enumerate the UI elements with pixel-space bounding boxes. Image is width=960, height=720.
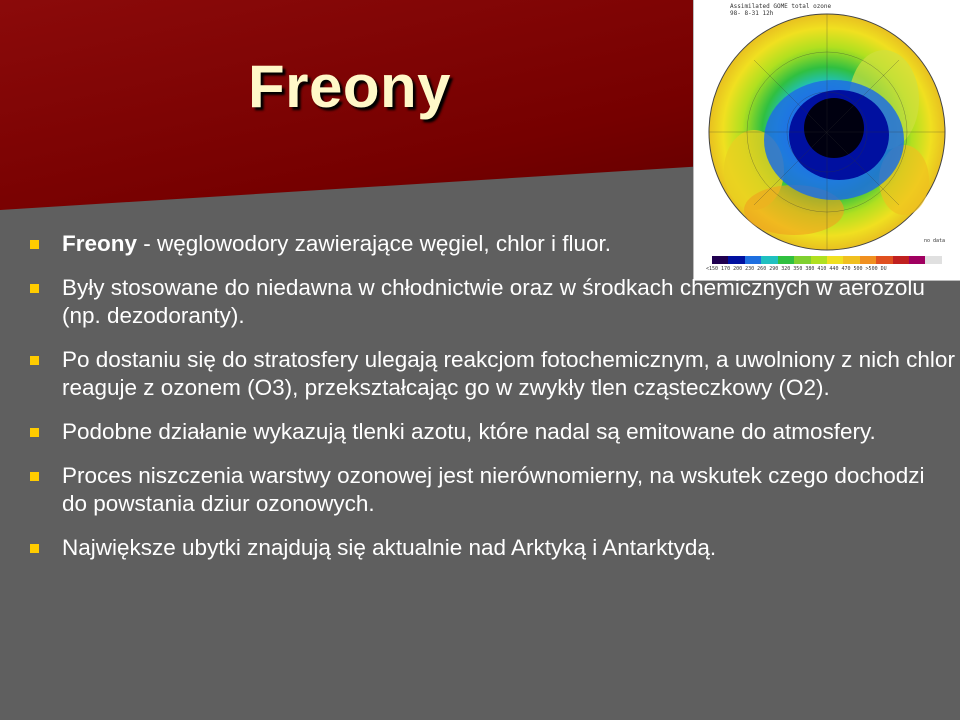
square-bullet-icon (30, 240, 39, 249)
square-bullet-icon (30, 356, 39, 365)
bullet-item (30, 462, 955, 518)
bullet-item (30, 230, 672, 258)
bullet-item (30, 346, 955, 402)
square-bullet-icon (30, 428, 39, 437)
bullet-text: Proces niszczenia warstwy ozonowej jest nierównomierny, na wskutek czego dochodzi do powstania dziur ozonowych. (62, 463, 925, 516)
bullet-text: Były stosowane do niedawna w chłodnictwie oraz w środkach chemicznych w aerozolu (np. dezodoranty). (62, 275, 925, 328)
map-caption: Assimilated GOME total ozone 98- 8-31 12h (730, 3, 832, 17)
bullet-item (30, 418, 955, 446)
ozone-globe-icon (694, 0, 960, 256)
slide-title: Freony (248, 53, 452, 120)
bullet-list (30, 230, 955, 578)
square-bullet-icon (30, 284, 39, 293)
square-bullet-icon (30, 544, 39, 553)
square-bullet-icon (30, 472, 39, 481)
map-scale-label: <150 170 200 230 260 290 320 350 380 410 440 470 500 >500 DU (706, 266, 887, 272)
bullet-text: Podobne działanie wykazują tlenki azotu, które nadal są emitowane do atmosfery. (62, 419, 876, 444)
bullet-item (30, 274, 955, 330)
bullet-item (30, 534, 955, 562)
bullet-text: - węglowodory zawierające węgiel, chlor i fluor. (137, 231, 611, 256)
bullet-bold-term: Freony (62, 231, 138, 256)
map-nodata-label: no data (924, 238, 946, 244)
bullet-text: Największe ubytki znajdują się aktualnie nad Arktyką i Antarktydą. (62, 535, 717, 560)
bullet-text: Po dostaniu się do stratosfery ulegają reakcjom fotochemicznym, a uwolniony z nich chlor reaguje z ozonem (O3), przekształcając go w zwykły tlen cząsteczkowy (O2). (62, 347, 955, 400)
